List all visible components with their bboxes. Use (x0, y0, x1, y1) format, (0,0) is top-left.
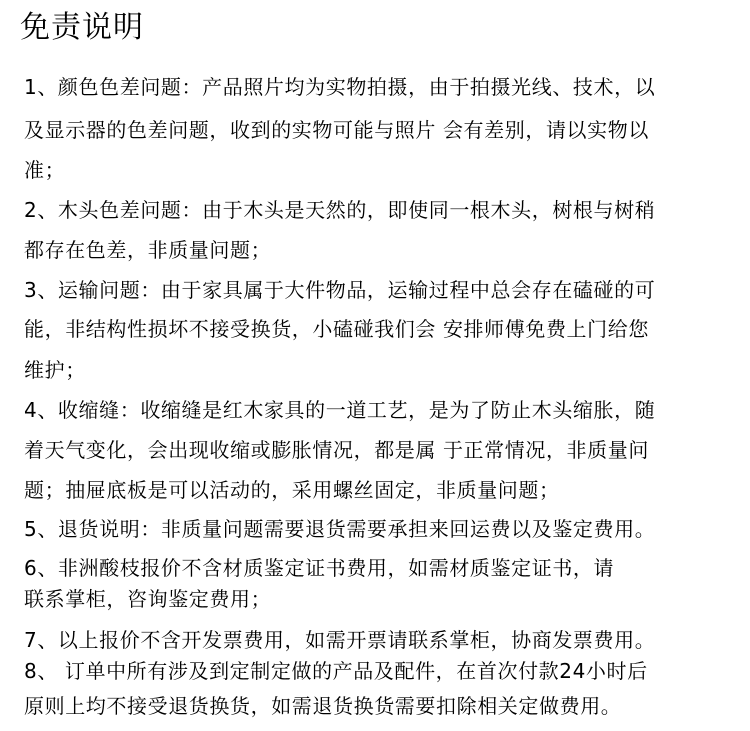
item-6-line-2: 联系掌柜，咨询鉴定费用； (24, 587, 272, 611)
item-2-line-2: 都存在色差，非质量问题； (24, 238, 272, 262)
item-7-line-1: 7、以上报价不含开发票费用，如需开票请联系掌柜，协商发票费用。 (24, 628, 656, 652)
item-4-line-2: 着天气变化，会出现收缩或膨胀情况，都是属 于正常情况，非质量问 (24, 438, 649, 462)
item-3-line-2: 能，非结构性损坏不接受换货，小磕碰我们会 安排师傅免费上门给您 (24, 317, 649, 341)
item-1-line-1: 1、颜色色差问题：产品照片均为实物拍摄，由于拍摄光线、技术，以 (24, 75, 656, 99)
item-5-line-1: 5、退货说明：非质量问题需要退货需要承担来回运费以及鉴定费用。 (24, 517, 656, 541)
item-3-line-3: 维护； (24, 358, 86, 382)
item-1-line-3: 准； (24, 158, 66, 182)
item-2-line-1: 2、木头色差问题：由于木头是天然的，即使同一根木头，树根与树稍 (24, 198, 656, 222)
item-3-line-1: 3、运输问题：由于家具属于大件物品，运输过程中总会存在磕碰的可 (24, 278, 656, 302)
item-4-line-3: 题；抽屉底板是可以活动的，采用螺丝固定，非质量问题； (24, 478, 560, 502)
item-8-line-1: 8、 订单中所有涉及到定制定做的产品及配件，在首次付款24小时后 (24, 659, 648, 683)
page-title: 免责说明 (20, 10, 144, 45)
item-4-line-1: 4、收缩缝：收缩缝是红木家具的一道工艺，是为了防止木头缩胀，随 (24, 398, 656, 422)
item-6-line-1: 6、非洲酸枝报价不含材质鉴定证书费用，如需材质鉴定证书，请 (24, 556, 615, 580)
item-8-line-2: 原则上均不接受退货换货，如需退货换货需要扣除相关定做费用。 (24, 694, 622, 718)
item-1-line-2: 及显示器的色差问题，收到的实物可能与照片 会有差别，请以实物以 (24, 118, 649, 142)
